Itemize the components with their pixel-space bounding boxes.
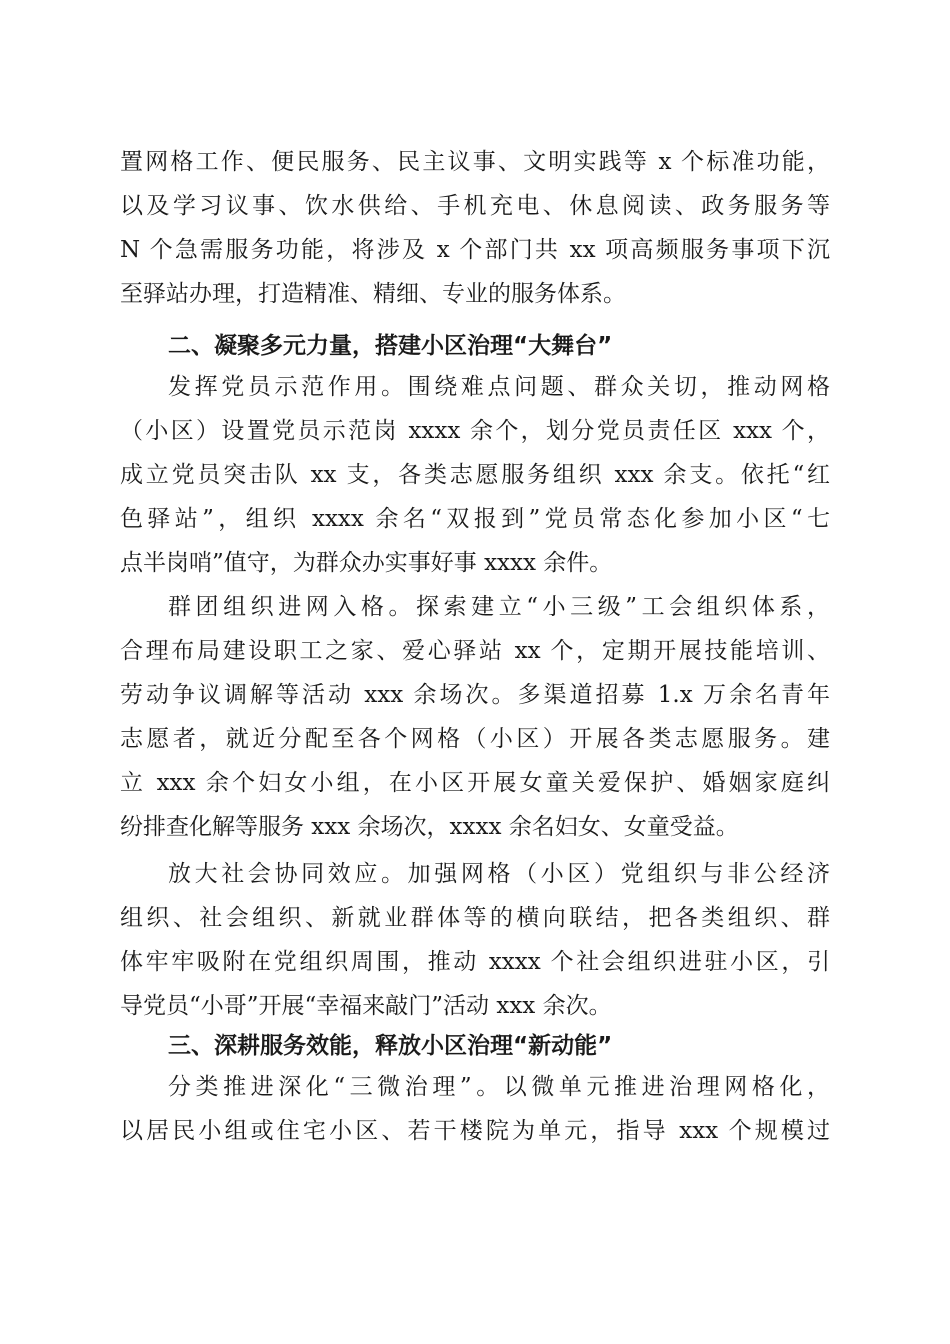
paragraph-line: 置网格工作、便民服务、民主议事、文明实践等 x 个标准功能， [120,149,830,175]
paragraph-line: 组织、社会组织、新就业群体等的横向联结，把各类组织、群 [120,905,830,931]
paragraph-line: 体牢牢吸附在党组织周围，推动 xxxx 个社会组织进驻小区，引 [120,949,830,975]
paragraph-line: 志愿者，就近分配至各个网格（小区）开展各类志愿服务。建 [120,726,830,752]
section-heading: 二、凝聚多元力量，搭建小区治理“大舞台” [168,333,613,359]
paragraph-line: 放大社会协同效应。加强网格（小区）党组织与非公经济 [168,861,830,887]
paragraph-line: （小区）设置党员示范岗 xxxx 余个，划分党员责任区 xxx 个， [120,418,830,444]
paragraph-line: 点半岗哨”值守，为群众办实事好事 xxxx 余件。 [120,550,613,576]
paragraph-line: 色驿站”，组织 xxxx 余名“双报到”党员常态化参加小区“七 [120,506,830,532]
section-heading: 三、深耕服务效能，释放小区治理“新动能” [168,1033,613,1059]
paragraph-line: 纷排查化解等服务 xxx 余场次，xxxx 余名妇女、女童受益。 [120,814,739,840]
paragraph-line: 以及学习议事、饮水供给、手机充电、休息阅读、政务服务等 [120,193,830,219]
paragraph-line: N 个急需服务功能，将涉及 x 个部门共 xx 项高频服务事项下沉 [120,237,830,263]
paragraph-line: 合理布局建设职工之家、爱心驿站 xx 个，定期开展技能培训、 [120,638,830,664]
paragraph-line: 至驿站办理，打造精准、精细、专业的服务体系。 [120,281,626,307]
paragraph-line: 分类推进深化“三微治理”。以微单元推进治理网格化， [168,1074,830,1100]
paragraph-line: 导党员“小哥”开展“幸福来敲门”活动 xxx 余次。 [120,993,612,1019]
paragraph-line: 群团组织进网入格。探索建立“小三级”工会组织体系， [168,594,830,620]
paragraph-line: 成立党员突击队 xx 支，各类志愿服务组织 xxx 余支。依托“红 [120,462,830,488]
paragraph-line: 发挥党员示范作用。围绕难点问题、群众关切，推动网格 [168,374,830,400]
paragraph-line: 劳动争议调解等活动 xxx 余场次。多渠道招募 1.x 万余名青年 [120,682,830,708]
paragraph-line: 以居民小组或住宅小区、若干楼院为单元，指导 xxx 个规模过 [120,1118,830,1144]
paragraph-line: 立 xxx 余个妇女小组，在小区开展女童关爱保护、婚姻家庭纠 [120,770,830,796]
